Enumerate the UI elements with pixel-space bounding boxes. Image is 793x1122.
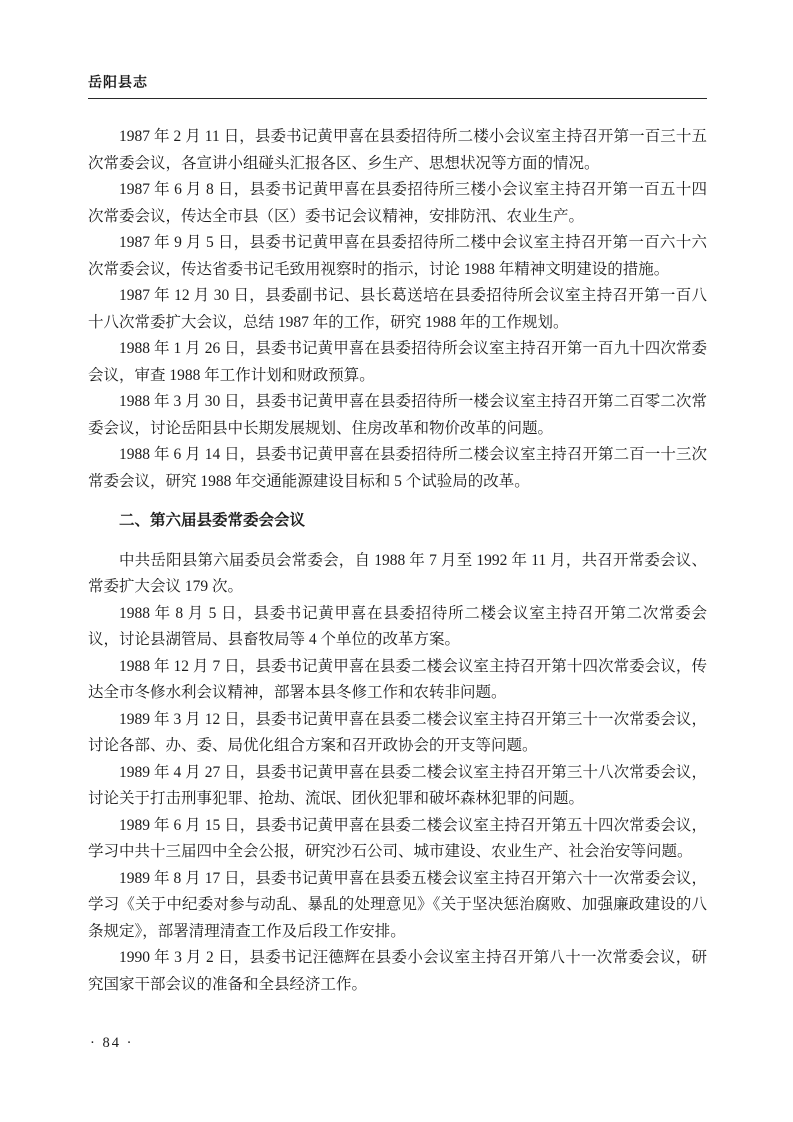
paragraph: 1989 年 8 月 17 日，县委书记黄甲喜在县委五楼会议室主持召开第六十一次常委会议，学习《关于中纪委对参与动乱、暴乱的处理意见》《关于坚决惩治腐败、加强廉政建设的八条规定》，部署清理清查工作及后段工作安排。 (88, 869, 707, 940)
section-heading: 二、第六届县委常委会会议 (119, 512, 306, 529)
paragraph: 1989 年 3 月 12 日，县委书记黄甲喜在县委二楼会议室主持召开第三十一次常委会议，讨论各部、办、委、局优化组合方案和召开政协会的开支等问题。 (88, 710, 707, 754)
paragraph: 1989 年 4 月 27 日，县委书记黄甲喜在县委二楼会议室主持召开第三十八次常委会议，讨论关于打击刑事犯罪、抢劫、流氓、团伙犯罪和破坏森林犯罪的问题。 (88, 763, 707, 807)
paragraph: 1988 年 12 月 7 日，县委书记黄甲喜在县委二楼会议室主持召开第十四次常委会议，传达全市冬修水利会议精神，部署本县冬修工作和农转非问题。 (88, 657, 707, 701)
paragraph: 1990 年 3 月 2 日，县委书记汪德辉在县委小会议室主持召开第八十一次常委会议，研究国家干部会议的准备和全县经济工作。 (88, 949, 707, 993)
paragraph: 1988 年 8 月 5 日，县委书记黄甲喜在县委招待所二楼会议室主持召开第二次常委会议，讨论县湖管局、县畜牧局等 4 个单位的改革方案。 (88, 604, 707, 648)
paragraph: 1987 年 6 月 8 日，县委书记黄甲喜在县委招待所三楼小会议室主持召开第一百五十四次常委会议，传达全市县（区）委书记会议精神，安排防汛、农业生产。 (88, 181, 707, 225)
paragraph: 1987 年 2 月 11 日，县委书记黄甲喜在县委招待所二楼小会议室主持召开第一百三十五次常委会议，各宣讲小组碰头汇报各区、乡生产、思想状况等方面的情况。 (88, 128, 707, 172)
header-divider (88, 98, 707, 99)
paragraph: 中共岳阳县第六届委员会常委会，自 1988 年 7 月至 1992 年 11 月，共召开常委会议、常委扩大会议 179 次。 (88, 551, 707, 595)
paragraph: 1987 年 9 月 5 日，县委书记黄甲喜在县委招待所二楼中会议室主持召开第一百六十六次常委会议，传达省委书记毛致用视察时的指示，讨论 1988 年精神文明建设的措施。 (88, 234, 707, 278)
paragraph: 1988 年 6 月 14 日，县委书记黄甲喜在县委招待所二楼会议室主持召开第二百一十三次常委会议，研究 1988 年交通能源建设目标和 5 个试验局的改革。 (88, 446, 707, 490)
paragraph: 1989 年 6 月 15 日，县委书记黄甲喜在县委二楼会议室主持召开第五十四次常委会议，学习中共十三届四中全会公报，研究沙石公司、城市建设、农业生产、社会治安等问题。 (88, 816, 707, 860)
paragraph: 1987 年 12 月 30 日，县委副书记、县长葛送培在县委招待所会议室主持召开第一百八十八次常委扩大会议，总结 1987 年的工作，研究 1988 年的工作规划。 (88, 287, 707, 331)
content-area (88, 72, 707, 998)
paragraph: 1988 年 3 月 30 日，县委书记黄甲喜在县委招待所一楼会议室主持召开第二百零二次常委会议，讨论岳阳县中长期发展规划、住房改革和物价改革的问题。 (88, 393, 707, 437)
page-header-title: 岳阳县志 (88, 74, 148, 90)
paragraph: 1988 年 1 月 26 日，县委书记黄甲喜在县委招待所会议室主持召开第一百九十四次常委会议，审查 1988 年工作计划和财政预算。 (88, 340, 707, 384)
page-number: · 84 · (90, 1035, 134, 1051)
body-text (88, 124, 707, 998)
